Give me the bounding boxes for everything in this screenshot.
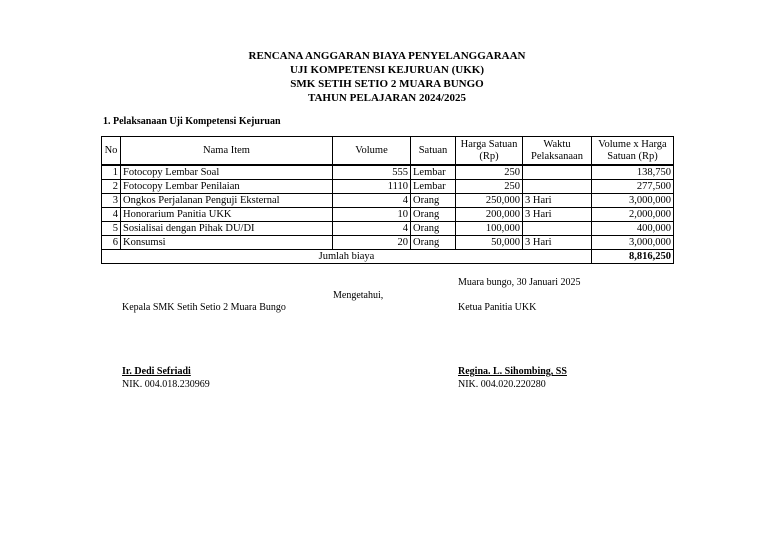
place-date: Muara bungo, 30 Januari 2025	[458, 277, 581, 288]
cell-nama: Honorarium Panitia UKK	[121, 208, 333, 222]
cell-waktu: 3 Hari	[523, 194, 592, 208]
title-line-1: RENCANA ANGGARAN BIAYA PENYELANGGARAAN	[248, 50, 526, 62]
total-label: Jumlah biaya	[102, 250, 592, 264]
header-satuan: Satuan	[411, 137, 456, 166]
table-row	[102, 222, 674, 236]
header-volume: Volume	[333, 137, 411, 166]
header-waktu: Waktu Pelaksanaan	[523, 137, 592, 166]
cell-nama: Ongkos Perjalanan Penguji Eksternal	[121, 194, 333, 208]
cell-satuan: Lembar	[411, 180, 456, 194]
cell-volume: 4	[333, 194, 411, 208]
title-line-4: TAHUN PELAJARAN 2024/2025	[307, 92, 467, 104]
header-nama-item: Nama Item	[121, 137, 333, 166]
document-title	[0, 49, 768, 105]
header-harga-satuan: Harga Satuan (Rp)	[456, 137, 523, 166]
cell-total: 277,500	[592, 180, 674, 194]
left-signer-nik: NIK. 004.018.230969	[122, 379, 210, 390]
table-header-row	[102, 137, 674, 166]
acknowledged-label: Mengetahui,	[333, 290, 384, 301]
cell-nama: Konsumsi	[121, 236, 333, 250]
cell-harga: 250	[456, 180, 523, 194]
cell-volume: 10	[333, 208, 411, 222]
left-signer-name: Ir. Dedi Sefriadi	[122, 366, 191, 377]
cell-harga: 50,000	[456, 236, 523, 250]
title-line-2: UJI KOMPETENSI KEJURUAN (UKK)	[289, 64, 485, 76]
cell-total: 400,000	[592, 222, 674, 236]
cell-nama: Fotocopy Lembar Soal	[121, 165, 333, 180]
right-signer-name: Regina. L. Sihombing, SS	[458, 366, 567, 377]
cell-waktu	[523, 222, 592, 236]
total-value: 8,816,250	[592, 250, 674, 264]
cell-harga: 100,000	[456, 222, 523, 236]
cell-harga: 250,000	[456, 194, 523, 208]
cell-total: 3,000,000	[592, 236, 674, 250]
cell-total: 2,000,000	[592, 208, 674, 222]
cell-satuan: Lembar	[411, 165, 456, 180]
left-signer-role: Kepala SMK Setih Setio 2 Muara Bungo	[122, 302, 286, 313]
cell-satuan: Orang	[411, 222, 456, 236]
table-row	[102, 208, 674, 222]
cell-total: 138,750	[592, 165, 674, 180]
table-row	[102, 194, 674, 208]
section-title: 1. Pelaksanaan Uji Kompetensi Kejuruan	[103, 116, 281, 127]
cell-no: 2	[102, 180, 121, 194]
cell-harga: 200,000	[456, 208, 523, 222]
cell-volume: 20	[333, 236, 411, 250]
cell-no: 3	[102, 194, 121, 208]
cell-no: 6	[102, 236, 121, 250]
cell-volume: 1110	[333, 180, 411, 194]
cell-volume: 555	[333, 165, 411, 180]
cell-waktu: 3 Hari	[523, 208, 592, 222]
title-line-3: SMK SETIH SETIO 2 MUARA BUNGO	[290, 78, 484, 90]
cell-nama: Fotocopy Lembar Penilaian	[121, 180, 333, 194]
cell-satuan: Orang	[411, 236, 456, 250]
right-signer-nik: NIK. 004.020.220280	[458, 379, 546, 390]
table-row	[102, 165, 674, 180]
table-row	[102, 236, 674, 250]
cell-total: 3,000,000	[592, 194, 674, 208]
header-total: Volume x Harga Satuan (Rp)	[592, 137, 674, 166]
cell-satuan: Orang	[411, 194, 456, 208]
cell-no: 4	[102, 208, 121, 222]
cell-volume: 4	[333, 222, 411, 236]
total-row	[102, 250, 674, 264]
header-no: No	[102, 137, 121, 166]
cell-satuan: Orang	[411, 208, 456, 222]
budget-table	[101, 136, 674, 264]
cell-no: 5	[102, 222, 121, 236]
cell-waktu	[523, 180, 592, 194]
cell-nama: Sosialisai dengan Pihak DU/DI	[121, 222, 333, 236]
cell-waktu: 3 Hari	[523, 236, 592, 250]
cell-waktu	[523, 165, 592, 180]
cell-harga: 250	[456, 165, 523, 180]
cell-no: 1	[102, 165, 121, 180]
table-row	[102, 180, 674, 194]
right-signer-role: Ketua Panitia UKK	[458, 302, 537, 313]
